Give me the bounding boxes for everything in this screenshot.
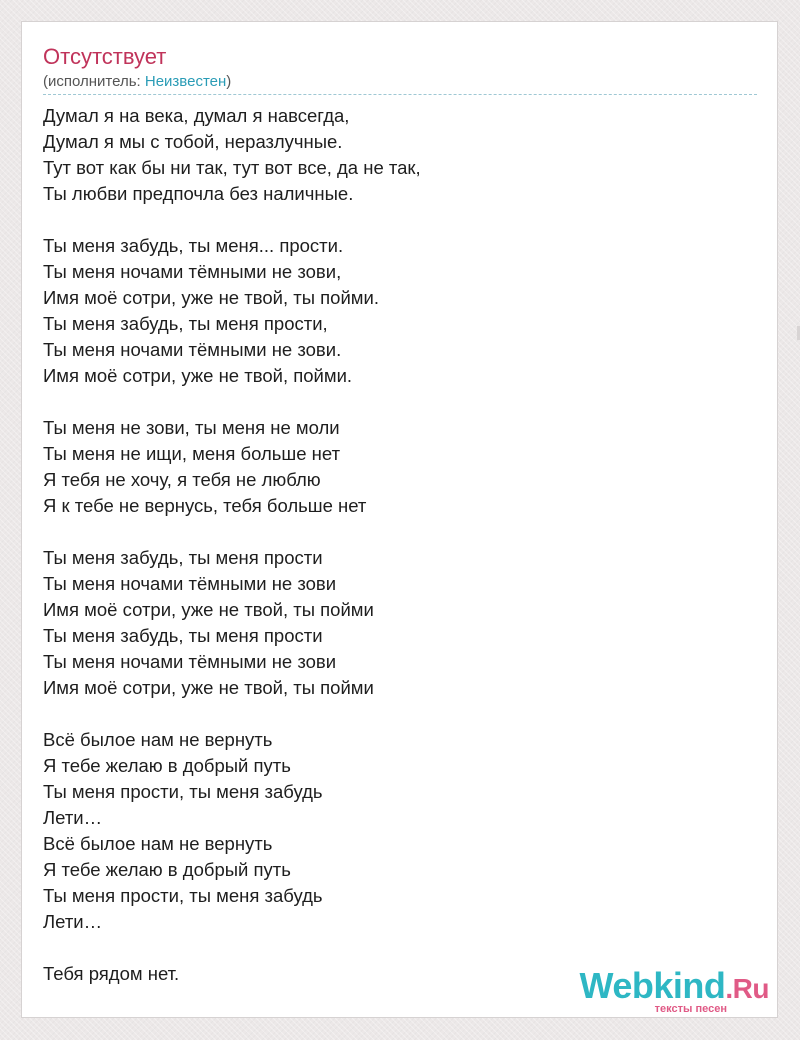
lyrics-line: Я тебя не хочу, я тебя не люблю <box>43 469 321 490</box>
title-divider <box>43 94 757 95</box>
lyrics-line: Ты меня не зови, ты меня не моли <box>43 417 340 438</box>
lyrics-line: Ты любви предпочла без наличные. <box>43 183 354 204</box>
lyrics-stanza <box>43 545 743 701</box>
song-title: Отсутствует <box>43 44 167 69</box>
lyrics-line: Ты меня ночами тёмными не зови. <box>43 339 342 360</box>
lyrics-line: Тут вот как бы ни так, тут вот все, да не так, <box>43 157 421 178</box>
lyrics-line: Всё былое нам не вернуть <box>43 729 273 750</box>
lyrics-stanza <box>43 233 743 389</box>
lyrics-line: Ты меня прости, ты меня забудь <box>43 781 323 802</box>
lyrics-line: Я к тебе не вернусь, тебя больше нет <box>43 495 367 516</box>
lyrics-line: Ты меня забудь, ты меня прости, <box>43 313 328 334</box>
artist-suffix: ) <box>226 73 232 90</box>
artist-link[interactable]: Неизвестен <box>144 73 227 90</box>
lyrics-line: Я тебе желаю в добрый путь <box>43 859 291 880</box>
lyrics-card <box>21 21 778 1018</box>
lyrics-line: Я тебе желаю в добрый путь <box>43 755 291 776</box>
lyrics-line: Тебя рядом нет. <box>43 963 180 984</box>
lyrics-line: Ты меня ночами тёмными не зови, <box>43 261 342 282</box>
lyrics-line: Ты меня забудь, ты меня прости <box>43 625 323 646</box>
lyrics-line: Ты меня ночами тёмными не зови <box>43 651 337 672</box>
lyrics-stanza <box>43 727 743 935</box>
artist-line <box>43 73 231 91</box>
logo-tld: .Ru <box>725 973 769 1004</box>
lyrics-line: Думал я мы с тобой, неразлучные. <box>43 131 343 152</box>
logo-tagline: тексты песен <box>654 1003 727 1015</box>
lyrics-text <box>43 103 743 1013</box>
lyrics-line: Имя моё сотри, уже не твой, ты пойми. <box>43 287 379 308</box>
lyrics-line: Ты меня прости, ты меня забудь <box>43 885 323 906</box>
lyrics-line: Лети… <box>43 807 103 828</box>
lyrics-stanza <box>43 103 743 207</box>
lyrics-line: Ты меня не ищи, меня больше нет <box>43 443 341 464</box>
lyrics-line: Думал я на века, думал я навсегда, <box>43 105 350 126</box>
lyrics-line: Имя моё сотри, уже не твой, ты пойми <box>43 599 374 620</box>
logo-wordmark <box>579 965 769 1007</box>
lyrics-line: Имя моё сотри, уже не твой, ты пойми <box>43 677 374 698</box>
lyrics-line: Имя моё сотри, уже не твой, пойми. <box>43 365 353 386</box>
lyrics-line: Всё былое нам не вернуть <box>43 833 273 854</box>
lyrics-line: Ты меня ночами тёмными не зови <box>43 573 337 594</box>
artist-prefix: (исполнитель: <box>43 73 145 90</box>
lyrics-stanza <box>43 415 743 519</box>
logo-name: Webkind <box>579 965 726 1006</box>
lyrics-line: Лети… <box>43 911 103 932</box>
lyrics-line: Ты меня забудь, ты меня прости <box>43 547 323 568</box>
site-logo[interactable] <box>579 965 769 1015</box>
lyrics-line: Ты меня забудь, ты меня... прости. <box>43 235 344 256</box>
